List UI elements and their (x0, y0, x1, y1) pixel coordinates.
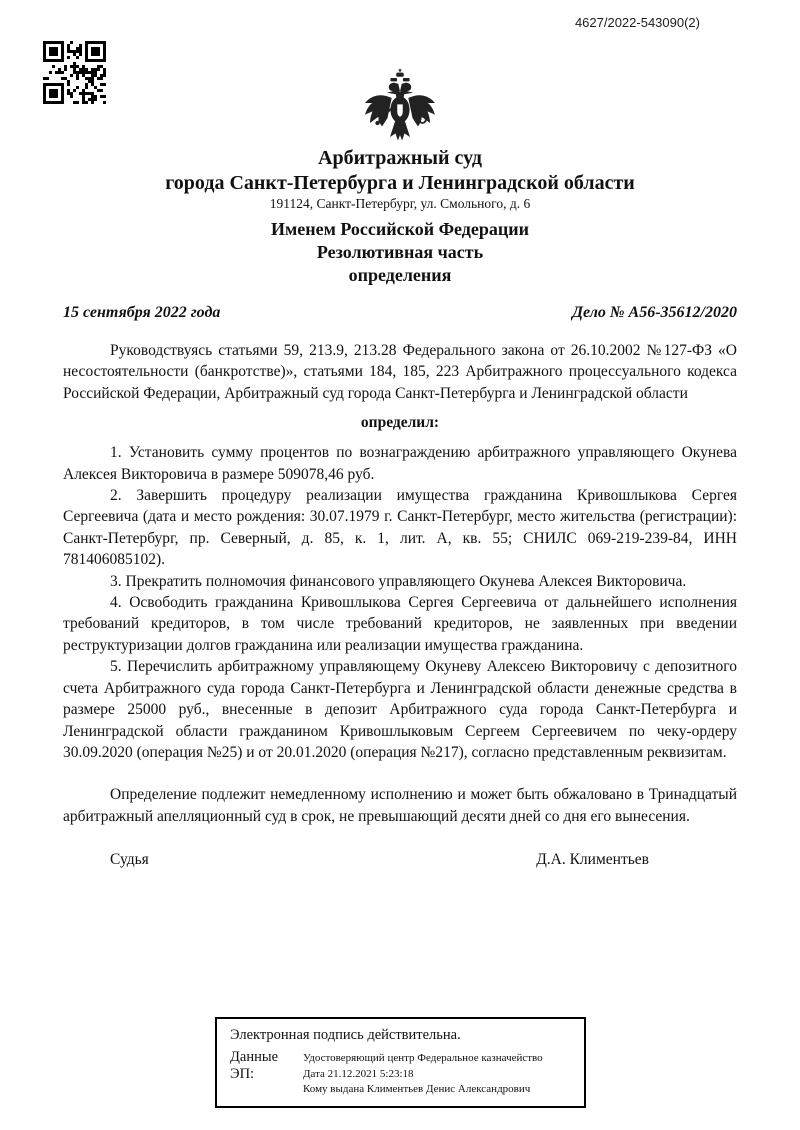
court-address: 191124, Санкт-Петербург, ул. Смольного, д. 6 (269, 196, 531, 211)
signature-validity-text: Электронная подпись действительна. (230, 1027, 461, 1043)
preamble-paragraph: Руководствуясь статьями 59, 213.9, 213.28 Федерального закона от 26.10.2002 №127-ФЗ «О несостоятельности (банкротстве)», статьями 184, 185, 223 Арбитражного процессуального кодекса Российской Федерации, Арбитражный суд города Санкт-Петербурга и Ленинградской области (63, 342, 737, 402)
signature-issued-to: Кому выдана Климентьев Денис Александрович (303, 1083, 531, 1095)
document-type-heading: определения (348, 265, 452, 285)
document-registration-number: 4627/2022-543090(2) (574, 15, 700, 30)
signature-data-row (230, 1049, 576, 1098)
signature-details (303, 1049, 543, 1098)
resolutive-part-heading: Резолютивная часть (316, 242, 484, 262)
judge-name: Д.А. Климентьев (536, 851, 649, 869)
resolution-heading: определил: (360, 414, 440, 432)
court-name-line2: города Санкт-Петербурга и Ленинградской области (165, 172, 635, 194)
resolution-item-1: 1. Установить сумму процентов по вознаграждению арбитражного управляющего Окунева Алексея Викторовича в размере 509078,46 руб. (63, 444, 737, 483)
resolution-item-5: 5. Перечислить арбитражному управляющему Окуневу Алексею Викторовичу с депозитного счета Арбитражного суда города Санкт-Петербурга и Ленинградской области денежные средства в размере 25000 руб., внесенные в депозит Арбитражного суда города Санкт-Петербурга и Ленинградской области гражданином Кривошлыковым Сергеем Сергеевичем по чеку-ордеру 30.09.2020 (операция №25) и от 20.01.2020 (операция №217), согласно представленным реквизитам. (63, 658, 737, 761)
signature-date: Дата 21.12.2021 5:23:18 (303, 1067, 414, 1080)
court-name-line1: Арбитражный суд (318, 147, 482, 169)
signature-row (63, 849, 737, 870)
signature-data-label: Данные ЭП: (230, 1049, 279, 1082)
decision-date: 15 сентября 2022 года (63, 304, 221, 321)
resolution-item-2: 2. Завершить процедуру реализации имущества гражданина Кривошлыкова Сергея Сергеевича (дата и место рождения: 30.07.1979 г. Санкт-Петербург, место жительства (регистрации): Санкт-Петербург, пр. Северный, д. 85, к. 1, лит. А, кв. 55; СНИЛС 069-219-239-84, ИНН 781406085102). (63, 487, 737, 569)
case-number: Дело № А56-35612/2020 (572, 304, 737, 321)
certificate-authority: Удостоверяющий центр Федеральное казначейство (303, 1052, 543, 1064)
date-and-case-row (63, 302, 737, 323)
appeal-clause-paragraph: Определение подлежит немедленному исполнению и может быть обжаловано в Тринадцатый арбитражный апелляционный суд в срок, не превышающий десяти дней со дня его вынесения. (63, 786, 737, 825)
judge-label: Судья (110, 851, 149, 869)
resolution-item-4: 4. Освободить гражданина Кривошлыкова Сергея Сергеевича от дальнейшего исполнения требований кредиторов, в том числе требований кредиторов, не заявленных при введении реструктуризации долгов гражданина или реализации имущества гражданина. (63, 594, 737, 654)
in-the-name-heading: Именем Российской Федерации (270, 219, 530, 239)
electronic-signature-stamp (215, 1017, 586, 1108)
resolution-item-3: 3. Прекратить полномочия финансового управляющего Окунева Алексея Викторовича. (110, 572, 687, 590)
